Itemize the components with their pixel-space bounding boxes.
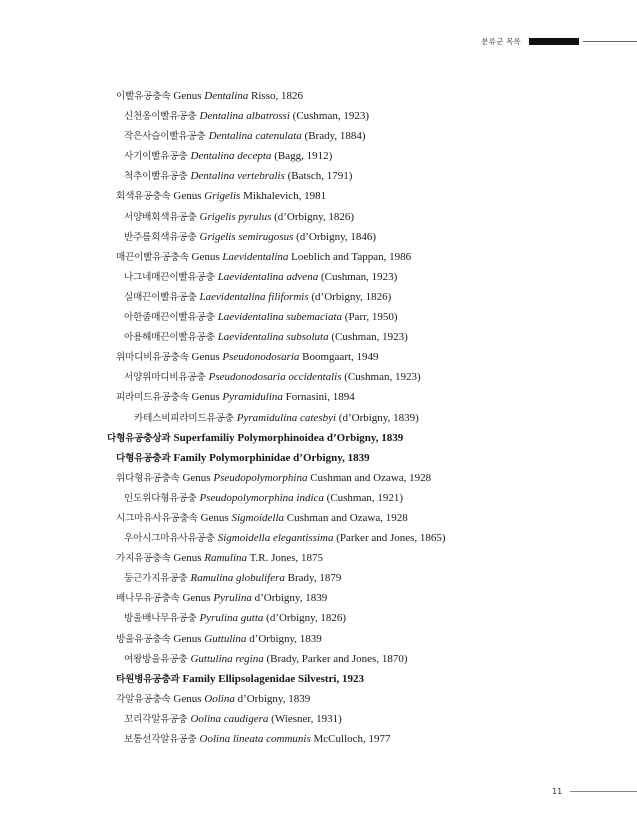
authority: Risso, 1826 bbox=[248, 90, 303, 102]
authority: Loeblich and Tappan, 1986 bbox=[288, 250, 412, 263]
authority: (Brady, Parker and Jones, 1870) bbox=[263, 652, 408, 665]
taxon-entry bbox=[0, 568, 637, 588]
taxon-entry bbox=[0, 548, 637, 568]
rank-label: Genus bbox=[173, 90, 205, 102]
latin-name: Pseudonodosaria bbox=[222, 351, 300, 364]
authority: (Cushman, 1921) bbox=[323, 491, 404, 504]
korean-name: 보통선각알유공충 bbox=[124, 734, 197, 745]
rank-label: Genus bbox=[182, 471, 214, 484]
korean-name: 서양배회색유공충 bbox=[124, 211, 197, 223]
authority: (Cushman, 1923) bbox=[289, 110, 370, 123]
latin-name: Ramulina bbox=[204, 552, 248, 565]
korean-name: 가지유공충속 bbox=[116, 553, 171, 565]
authority: d’Orbigny, 1839 bbox=[246, 632, 322, 645]
rank-label: Genus bbox=[173, 632, 205, 645]
taxon-entry bbox=[0, 428, 637, 448]
latin-name: Pyramidulina catesbyi bbox=[236, 411, 337, 424]
latin-name: Pseudopolymorphina bbox=[213, 471, 308, 484]
korean-name: 나그네매끈이빨유공충 bbox=[124, 271, 215, 283]
taxon-entry bbox=[0, 508, 637, 528]
rank-label: Family Polymorphinidae d’Orbigny, 1839 bbox=[173, 451, 370, 464]
latin-name: Laevidentalina subsoluta bbox=[217, 331, 329, 344]
latin-name: Pyrulina gutta bbox=[199, 612, 264, 625]
korean-name: 척추이빨유공충 bbox=[124, 171, 188, 183]
header-line-decoration bbox=[583, 41, 637, 42]
authority: (Cushman, 1923) bbox=[341, 371, 421, 384]
latin-name: Laevidentalina advena bbox=[217, 270, 319, 283]
latin-name: Oolina caudigera bbox=[190, 712, 269, 725]
authority: (Parker and Jones, 1865) bbox=[333, 532, 446, 545]
korean-name: 아한줌매끈이빨유공충 bbox=[124, 312, 215, 324]
korean-name: 사기이빨유공충 bbox=[124, 151, 188, 163]
korean-name: 다형유공충과 bbox=[116, 452, 171, 464]
taxon-entry bbox=[0, 689, 637, 709]
section-title: 분류군 목록 bbox=[481, 36, 521, 46]
taxon-entry bbox=[0, 347, 637, 367]
taxon-list bbox=[0, 86, 637, 749]
korean-name: 반주름회색유공충 bbox=[124, 231, 197, 243]
authority: (d’Orbigny, 1826) bbox=[271, 210, 355, 223]
korean-name: 타원병유공충과 bbox=[116, 673, 180, 685]
latin-name: Pyramidulina bbox=[222, 391, 283, 404]
authority: (Brady, 1884) bbox=[301, 130, 366, 143]
authority: T.R. Jones, 1875 bbox=[247, 552, 324, 565]
latin-name: Guttulina regina bbox=[190, 652, 264, 665]
footer-line-decoration bbox=[570, 791, 637, 792]
taxon-entry bbox=[0, 367, 637, 387]
latin-name: Pseudopolymorphina indica bbox=[199, 491, 324, 504]
latin-name: Grigelis pyrulus bbox=[199, 210, 272, 223]
taxon-entry bbox=[0, 649, 637, 669]
taxon-entry bbox=[0, 287, 637, 307]
taxon-entry bbox=[0, 629, 637, 649]
taxon-entry bbox=[0, 608, 637, 628]
authority: (d’Orbigny, 1826) bbox=[263, 612, 347, 625]
authority: Boomgaart, 1949 bbox=[299, 351, 379, 364]
authority: (Batsch, 1791) bbox=[284, 170, 353, 183]
korean-name: 이빨유공충속 bbox=[116, 91, 171, 102]
authority: (Cushman, 1923) bbox=[318, 270, 398, 283]
taxon-entry bbox=[0, 307, 637, 327]
korean-name: 작은사슬이빨유공충 bbox=[124, 131, 206, 143]
taxon-entry bbox=[0, 267, 637, 287]
rank-label: Genus bbox=[173, 190, 205, 203]
taxon-entry bbox=[0, 186, 637, 206]
korean-name: 매끈이빨유공충속 bbox=[116, 251, 189, 263]
authority: (Wiesner, 1931) bbox=[268, 712, 342, 725]
taxon-entry bbox=[0, 227, 637, 247]
rank-label: Genus bbox=[182, 592, 214, 605]
taxon-entry bbox=[0, 327, 637, 347]
taxon-entry bbox=[0, 468, 637, 488]
korean-name: 둥근가지유공충 bbox=[124, 573, 188, 585]
korean-name: 피라미드유공충속 bbox=[116, 392, 189, 404]
authority: (d’Orbigny, 1846) bbox=[293, 230, 377, 243]
latin-name: Dentalina catenulata bbox=[208, 130, 302, 143]
korean-name: 우아시그마유사유공충 bbox=[124, 533, 215, 545]
korean-name: 위마디비유공충속 bbox=[116, 352, 189, 364]
page-number: 11 bbox=[552, 787, 563, 796]
taxon-entry bbox=[0, 729, 637, 749]
page-header bbox=[481, 36, 637, 46]
taxon-entry bbox=[0, 86, 637, 106]
taxon-entry bbox=[0, 166, 637, 186]
authority: (d’Orbigny, 1839) bbox=[336, 411, 419, 424]
latin-name: Oolina bbox=[204, 692, 235, 705]
korean-name: 서양위마디비유공충 bbox=[124, 372, 206, 384]
taxon-entry bbox=[0, 528, 637, 548]
authority: Mikhalevich, 1981 bbox=[240, 190, 327, 203]
latin-name: Dentalina albatrossi bbox=[199, 110, 290, 123]
authority: d’Orbigny, 1839 bbox=[234, 692, 311, 705]
authority: (Parr, 1950) bbox=[342, 311, 398, 324]
korean-name: 시그마유사유공충속 bbox=[116, 512, 198, 524]
latin-name: Dentalina decepta bbox=[190, 150, 272, 163]
taxon-entry bbox=[0, 448, 637, 468]
rank-label: Genus bbox=[191, 351, 223, 364]
latin-name: Grigelis semirugosus bbox=[199, 230, 294, 243]
latin-name: Pyrulina bbox=[213, 592, 252, 605]
taxon-entry bbox=[0, 588, 637, 608]
taxon-entry bbox=[0, 488, 637, 508]
latin-name: Oolina lineata communis bbox=[199, 733, 311, 745]
rank-label: Genus bbox=[191, 391, 223, 404]
korean-name: 배나무유공충속 bbox=[116, 593, 180, 605]
authority: Fornasini, 1894 bbox=[282, 391, 355, 404]
taxon-entry bbox=[0, 106, 637, 126]
korean-name: 신천옹이빨유공충 bbox=[124, 111, 197, 123]
korean-name: 꼬리각알유공충 bbox=[124, 713, 188, 725]
taxon-entry bbox=[0, 408, 637, 428]
taxon-entry bbox=[0, 207, 637, 227]
latin-name: Laevidentalina bbox=[222, 250, 289, 263]
rank-label: Genus bbox=[173, 692, 205, 705]
korean-name: 회색유공충속 bbox=[116, 191, 171, 203]
korean-name: 다형유공충상과 bbox=[107, 432, 171, 444]
rank-label: Genus bbox=[191, 250, 223, 263]
authority: (Bagg, 1912) bbox=[271, 150, 333, 163]
taxon-entry bbox=[0, 669, 637, 689]
latin-name: Dentalina vertebralis bbox=[190, 170, 285, 183]
latin-name: Guttulina bbox=[204, 632, 247, 645]
taxon-entry bbox=[0, 387, 637, 407]
latin-name: Grigelis bbox=[204, 190, 241, 203]
korean-name: 아용해매끈이빨유공충 bbox=[124, 332, 215, 344]
header-bar-decoration bbox=[529, 38, 579, 45]
korean-name: 실매끈이빨유공충 bbox=[124, 291, 197, 303]
korean-name: 각알유공충속 bbox=[116, 693, 171, 705]
korean-name: 방울유공충속 bbox=[116, 633, 171, 645]
rank-label: Family Ellipsolagenidae Silvestri, 1923 bbox=[182, 672, 364, 685]
korean-name: 방울배나무유공충 bbox=[124, 613, 197, 625]
latin-name: Pseudonodosaria occidentalis bbox=[208, 371, 342, 384]
korean-name: 카테스비피라미드유공충 bbox=[134, 412, 234, 424]
authority: McCulloch, 1977 bbox=[310, 733, 391, 745]
latin-name: Ramulina globulifera bbox=[190, 572, 285, 585]
rank-label: Superfamiliy Polymorphinoidea d’Orbigny, 1839 bbox=[173, 431, 404, 444]
authority: Cushman and Ozawa, 1928 bbox=[284, 511, 408, 524]
taxon-entry bbox=[0, 146, 637, 166]
latin-name: Laevidentalina filiformis bbox=[199, 290, 309, 303]
korean-name: 여왕방울유공충 bbox=[124, 653, 188, 665]
authority: d’Orbigny, 1839 bbox=[251, 592, 328, 605]
authority: Brady, 1879 bbox=[284, 572, 342, 585]
rank-label: Genus bbox=[173, 552, 205, 565]
latin-name: Sigmoidella bbox=[231, 511, 285, 524]
taxon-entry bbox=[0, 709, 637, 729]
korean-name: 인도위다형유공충 bbox=[124, 492, 197, 504]
page-footer bbox=[552, 787, 637, 796]
taxon-entry bbox=[0, 126, 637, 146]
korean-name: 위다형유공충속 bbox=[116, 472, 180, 484]
authority: Cushman and Ozawa, 1928 bbox=[307, 471, 432, 484]
latin-name: Laevidentalina subemaciata bbox=[217, 311, 343, 324]
latin-name: Dentalina bbox=[204, 90, 249, 102]
authority: (d’Orbigny, 1826) bbox=[308, 290, 392, 303]
latin-name: Sigmoidella elegantissima bbox=[217, 532, 334, 545]
taxon-entry bbox=[0, 247, 637, 267]
authority: (Cushman, 1923) bbox=[328, 331, 408, 344]
rank-label: Genus bbox=[200, 511, 232, 524]
